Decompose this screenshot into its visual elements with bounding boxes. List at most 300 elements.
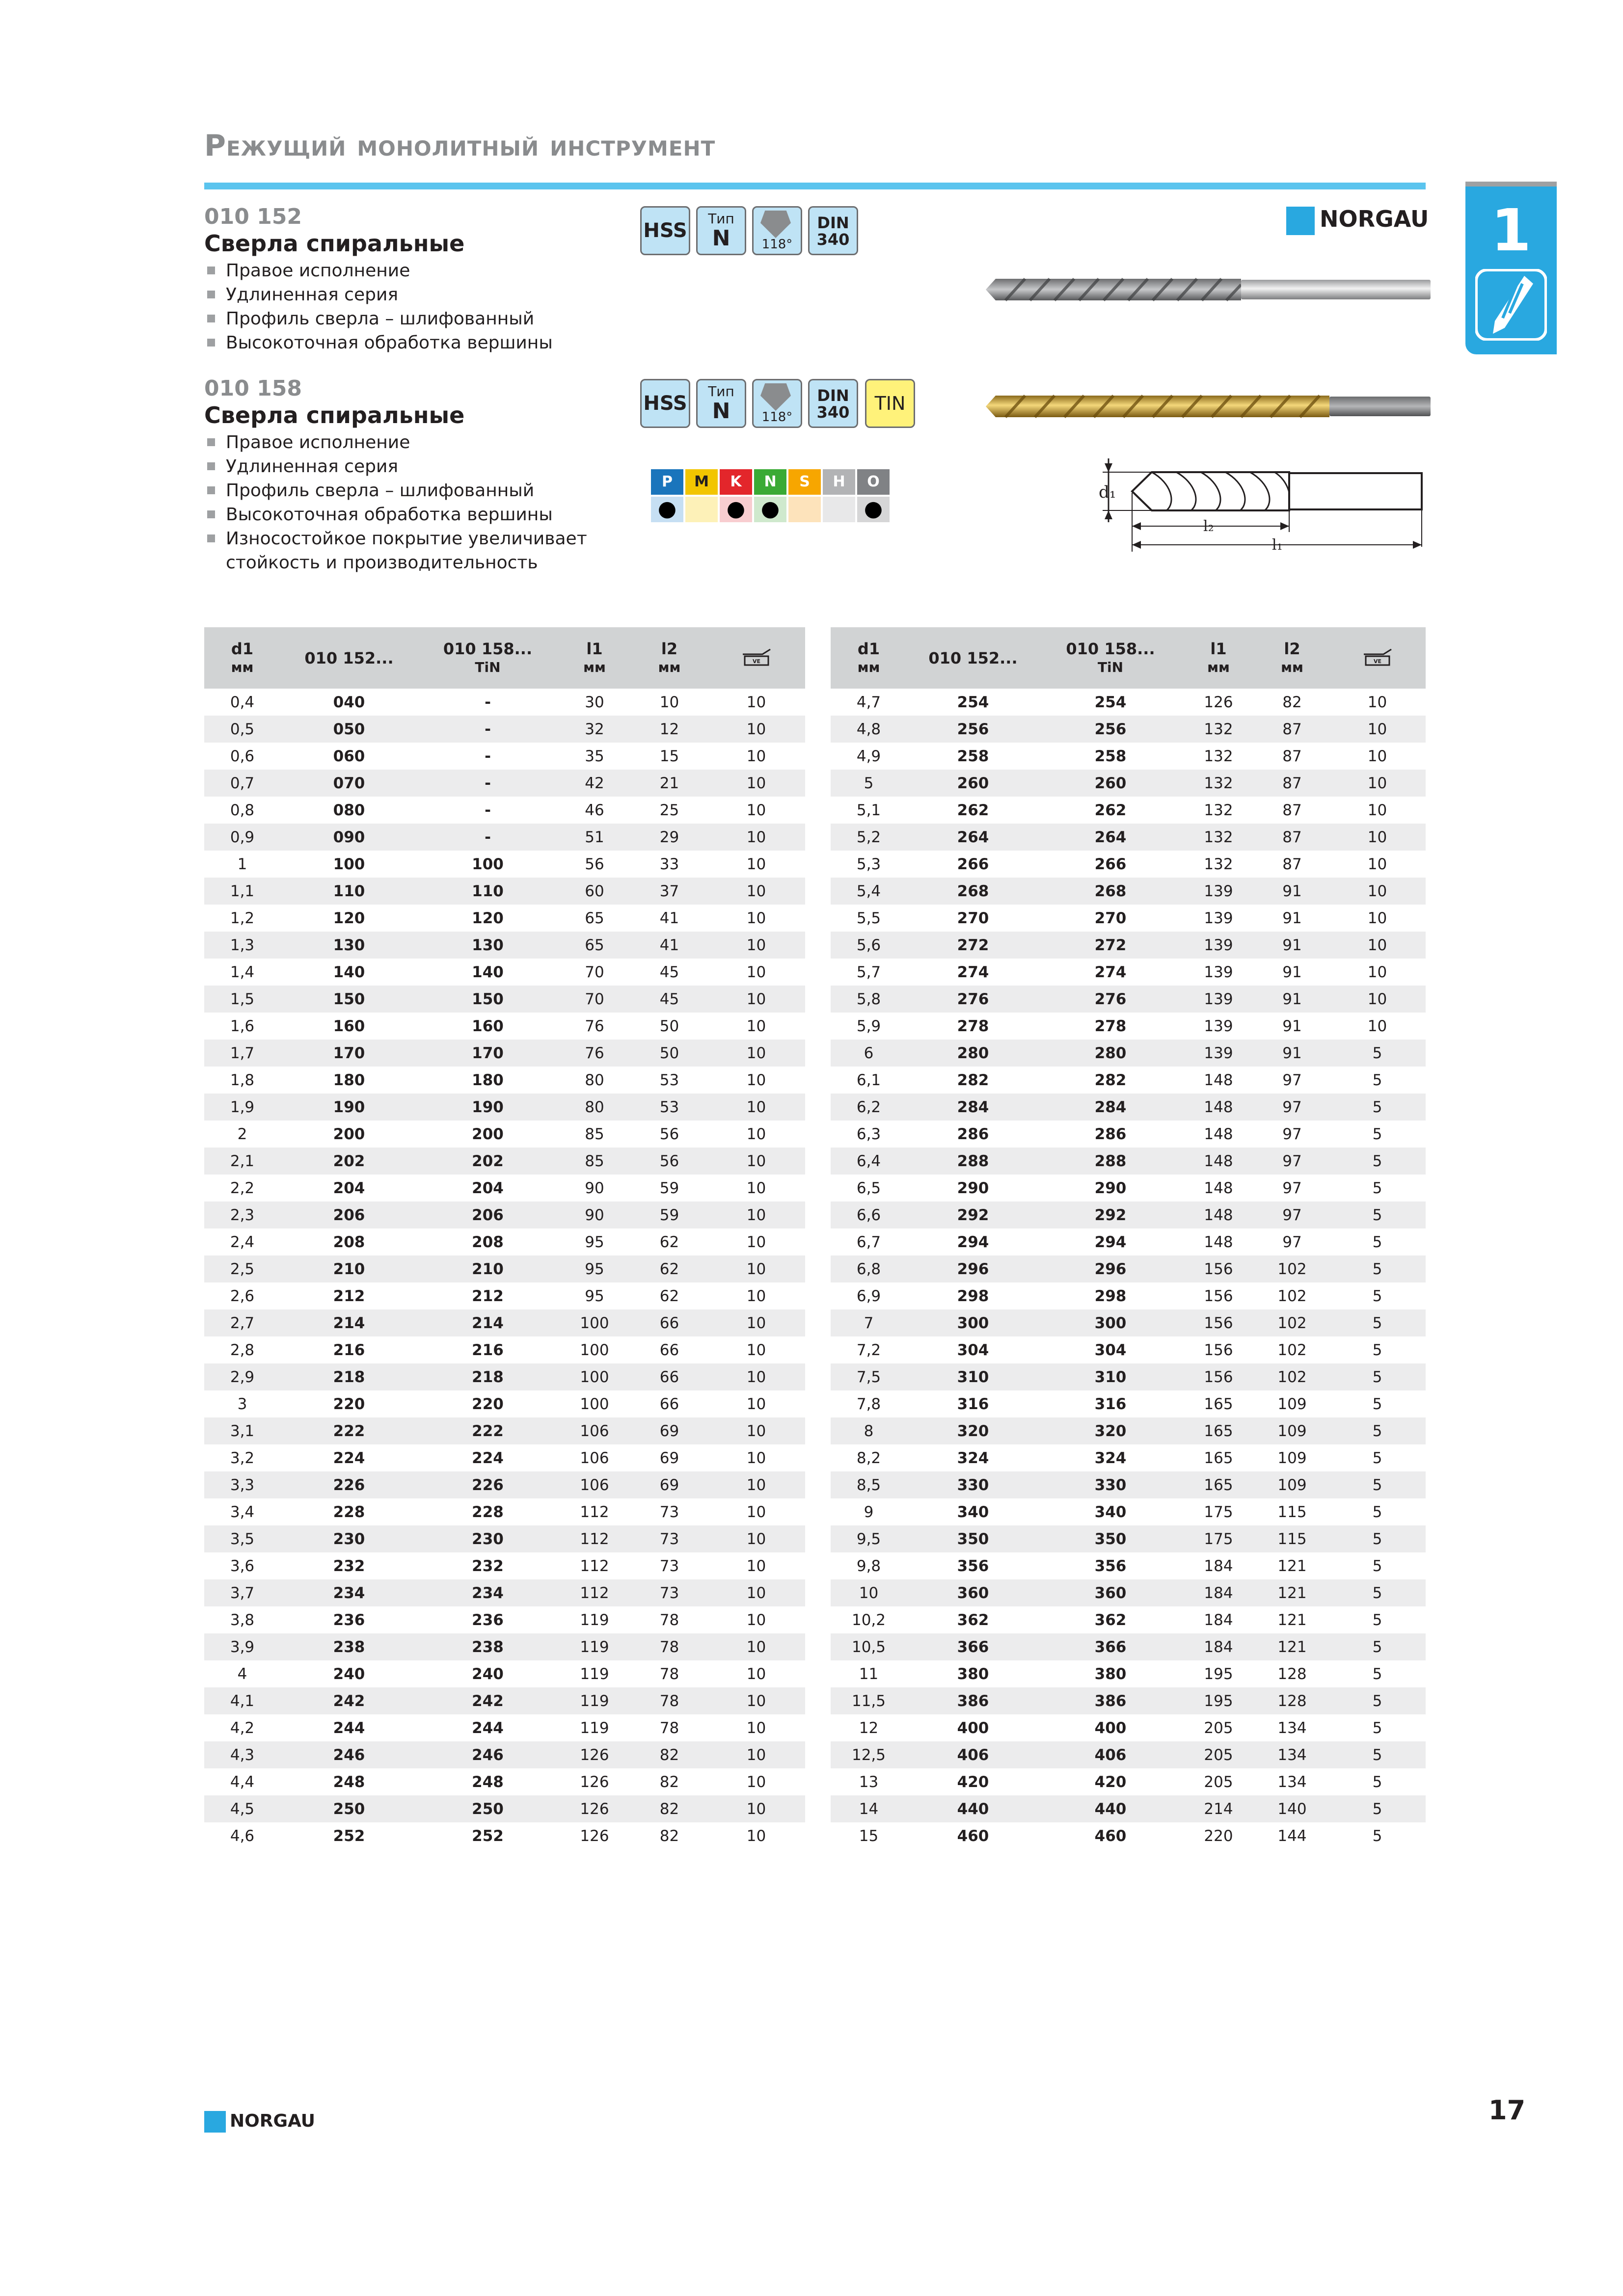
cell-l2: 128 (1255, 1687, 1329, 1714)
table-row (204, 1606, 805, 1633)
chapter-number: 1 (1490, 196, 1532, 264)
cell-code-010152: 268 (907, 878, 1039, 905)
cell-l2: 121 (1277, 1557, 1307, 1575)
cell-d1: 0,5 (204, 716, 280, 743)
cell-pack-qty: 5 (1372, 1665, 1382, 1683)
cell-code-010158: 224 (472, 1449, 504, 1467)
cell-code-010152: 460 (957, 1827, 989, 1845)
cell-l2: 73 (631, 1579, 707, 1606)
material-applicability-grid (650, 468, 894, 523)
cell-code-010152: 406 (907, 1741, 1039, 1768)
tin-coating-badge: TIN (865, 379, 915, 428)
feature-item: Профиль сверла – шлифованный (204, 479, 636, 503)
table-row (204, 851, 805, 878)
cell-l1: 139 (1204, 963, 1233, 981)
cell-d1: 11 (859, 1665, 879, 1683)
cell-l1: 156 (1204, 1341, 1233, 1359)
cell-d1: 3,4 (230, 1503, 255, 1521)
cell-pack-qty: 10 (707, 878, 805, 905)
drill-point-icon (760, 383, 791, 411)
cell-code-010158: 268 (1039, 878, 1182, 905)
col-pack-qty (707, 627, 805, 689)
table-row (204, 1121, 805, 1148)
cell-code-010158: 130 (418, 932, 558, 959)
product-name: Сверла спиральные (204, 402, 465, 428)
cell-d1: 1,8 (230, 1071, 255, 1089)
cell-l2: 62 (659, 1233, 679, 1251)
cell-d1: 4 (237, 1665, 247, 1683)
cell-code-010158: 218 (418, 1363, 558, 1390)
cell-d1: 1,2 (230, 909, 255, 927)
feature-item: Удлиненная серия (204, 283, 636, 307)
cell-l2: 56 (631, 1148, 707, 1175)
cell-l1: 85 (558, 1148, 631, 1175)
cell-pack-qty: 10 (746, 1287, 766, 1305)
cell-l2: 66 (631, 1309, 707, 1336)
cell-l2: 66 (659, 1341, 679, 1359)
cell-l1: 126 (580, 1827, 609, 1845)
cell-pack-qty: 5 (1329, 1094, 1426, 1121)
material-o-mark: ● (856, 496, 891, 523)
cell-d1: 3,1 (204, 1417, 280, 1444)
cell-code-010152: 280 (907, 1040, 1039, 1067)
cell-l2: 50 (659, 1017, 679, 1035)
cell-code-010158: 310 (1039, 1363, 1182, 1390)
cell-d1: 4,6 (230, 1827, 255, 1845)
svg-text:VE: VE (752, 658, 760, 665)
cell-d1: 6 (831, 1040, 907, 1067)
cell-d1: 4,9 (856, 747, 881, 765)
cell-code-010152: 276 (907, 986, 1039, 1013)
cell-l1: 100 (558, 1309, 631, 1336)
cell-code-010152: 228 (333, 1503, 365, 1521)
cell-d1: 1,5 (204, 986, 280, 1013)
logo-square-icon (1286, 207, 1315, 235)
cell-l2: 73 (659, 1503, 679, 1521)
cell-code-010158: 380 (1094, 1665, 1127, 1683)
product-block-010152 (204, 204, 636, 355)
cell-pack-qty: 5 (1329, 1148, 1426, 1175)
cell-l2: 53 (659, 1071, 679, 1089)
cell-pack-qty: 5 (1372, 1719, 1382, 1737)
cell-l1: 126 (558, 1741, 631, 1768)
table-row (831, 986, 1426, 1013)
col-code-010152: 010 152... (907, 627, 1039, 689)
table-row (831, 1390, 1426, 1417)
cell-code-010158: 242 (418, 1687, 558, 1714)
cell-l2: 97 (1282, 1125, 1302, 1143)
cell-code-010152: 220 (333, 1395, 365, 1413)
cell-code-010158: 356 (1094, 1557, 1127, 1575)
table-row (204, 1822, 805, 1849)
cell-code-010152: 180 (333, 1071, 365, 1089)
cell-code-010158: 264 (1039, 824, 1182, 851)
cell-l1: 51 (558, 824, 631, 851)
cell-code-010158: 284 (1039, 1094, 1182, 1121)
table-row (204, 1282, 805, 1309)
cell-code-010152: 216 (333, 1341, 365, 1359)
cell-code-010152: 238 (280, 1633, 418, 1660)
material-p: P (650, 468, 684, 496)
cell-l2: 128 (1277, 1665, 1307, 1683)
table-row (204, 1390, 805, 1417)
cell-l1: 42 (558, 770, 631, 797)
cell-d1: 1,3 (204, 932, 280, 959)
cell-code-010152: 130 (280, 932, 418, 959)
cell-code-010152: 330 (907, 1471, 1039, 1498)
cell-pack-qty: 10 (746, 855, 766, 873)
table-row (204, 1687, 805, 1714)
cell-pack-qty: 10 (1367, 801, 1387, 819)
cell-code-010152: 170 (280, 1040, 418, 1067)
table-row (831, 1228, 1426, 1255)
cell-l1: 220 (1204, 1827, 1233, 1845)
l1-label: l₁ (1272, 536, 1283, 554)
cell-pack-qty: 10 (746, 1125, 766, 1143)
cell-code-010152: 150 (280, 986, 418, 1013)
cell-code-010152: 420 (957, 1773, 989, 1791)
col-pack-qty (1329, 627, 1426, 689)
cell-code-010152: 386 (907, 1687, 1039, 1714)
cell-l2: 109 (1255, 1417, 1329, 1444)
cell-l1: 165 (1182, 1417, 1255, 1444)
cell-d1: 5,9 (856, 1017, 881, 1035)
table-row (204, 1175, 805, 1201)
cell-code-010152: 290 (957, 1179, 989, 1197)
material-h-mark (822, 496, 856, 523)
cell-l2: 121 (1277, 1611, 1307, 1629)
svg-text:VE: VE (1373, 658, 1381, 665)
norgau-logo-footer: NORGAU (204, 2110, 315, 2133)
cell-code-010152: 288 (907, 1148, 1039, 1175)
spec-table-right (831, 627, 1426, 1849)
cell-code-010152: 226 (280, 1471, 418, 1498)
cell-code-010158: 216 (472, 1341, 504, 1359)
table-row (204, 986, 805, 1013)
cell-l1: 119 (580, 1665, 609, 1683)
cell-l1: 184 (1204, 1557, 1233, 1575)
cell-pack-qty: 5 (1372, 1773, 1382, 1791)
cell-d1: 3,6 (230, 1557, 255, 1575)
cell-d1: 7,8 (856, 1395, 881, 1413)
cell-l1: 156 (1182, 1309, 1255, 1336)
cell-code-010152: 296 (907, 1255, 1039, 1282)
cell-l1: 205 (1204, 1719, 1233, 1737)
cell-code-010158: 240 (472, 1665, 504, 1683)
table-row (204, 1255, 805, 1282)
cell-l2: 87 (1282, 855, 1302, 873)
cell-pack-qty: 5 (1372, 1125, 1382, 1143)
cell-l1: 112 (558, 1579, 631, 1606)
table-row (831, 770, 1426, 797)
cell-l2: 109 (1277, 1395, 1307, 1413)
cell-l1: 139 (1182, 932, 1255, 959)
table-row (204, 1201, 805, 1228)
cell-pack-qty: 5 (1372, 1827, 1382, 1845)
table-row (831, 1822, 1426, 1849)
cell-d1: 1,6 (230, 1017, 255, 1035)
drill-dimension-drawing (1093, 449, 1432, 557)
table-row (831, 1444, 1426, 1471)
cell-code-010158: 280 (1039, 1040, 1182, 1067)
cell-l2: 78 (659, 1719, 679, 1737)
title-rule (204, 183, 1426, 189)
cell-code-010152: 214 (280, 1309, 418, 1336)
cell-code-010158: 252 (472, 1827, 504, 1845)
feature-item: Правое исполнение (204, 259, 636, 283)
table-row (204, 959, 805, 986)
cell-d1: 0,6 (230, 747, 255, 765)
cell-d1: 8 (831, 1417, 907, 1444)
cell-l1: 80 (585, 1071, 604, 1089)
cell-l2: 41 (659, 909, 679, 927)
cell-pack-qty: 10 (746, 801, 766, 819)
cell-l2: 45 (631, 986, 707, 1013)
product-code: 010 152 (204, 204, 302, 229)
cell-pack-qty: 5 (1329, 1525, 1426, 1552)
cell-code-010158: 222 (418, 1417, 558, 1444)
cell-l1: 106 (558, 1471, 631, 1498)
feature-item: Износостойкое покрытие увеличивает (204, 527, 636, 551)
cell-l1: 132 (1204, 855, 1233, 873)
table-row (204, 1040, 805, 1067)
table-row (204, 689, 805, 716)
cell-pack-qty: 10 (707, 1525, 805, 1552)
cell-l1: 90 (558, 1201, 631, 1228)
table-row (831, 1363, 1426, 1390)
cell-code-010158: 248 (472, 1773, 504, 1791)
cell-code-010152: 240 (333, 1665, 365, 1683)
table-row (831, 1201, 1426, 1228)
cell-l2: 102 (1255, 1309, 1329, 1336)
cell-code-010152: 252 (333, 1827, 365, 1845)
cell-l2: 15 (659, 747, 679, 765)
cell-code-010152: 236 (333, 1611, 365, 1629)
cell-pack-qty: 5 (1372, 1233, 1382, 1251)
table-row (831, 932, 1426, 959)
cell-code-010152: 310 (907, 1363, 1039, 1390)
cell-pack-qty: 10 (707, 1309, 805, 1336)
cell-l1: 80 (558, 1094, 631, 1121)
cell-code-010158: 180 (472, 1071, 504, 1089)
cell-code-010158: 244 (472, 1719, 504, 1737)
cell-d1: 15 (859, 1827, 879, 1845)
table-row (204, 1741, 805, 1768)
cell-code-010152: 300 (907, 1309, 1039, 1336)
cell-d1: 5 (831, 770, 907, 797)
col-code-010152: 010 152... (280, 627, 418, 689)
cell-pack-qty: 5 (1372, 1557, 1382, 1575)
cell-d1: 6,7 (856, 1233, 881, 1251)
cell-code-010152: 206 (280, 1201, 418, 1228)
cell-code-010158: 330 (1039, 1471, 1182, 1498)
cell-pack-qty: 10 (1329, 932, 1426, 959)
cell-pack-qty: 10 (707, 1201, 805, 1228)
cell-l1: 65 (585, 909, 604, 927)
cell-code-010158: 256 (1039, 716, 1182, 743)
cell-d1: 4,2 (230, 1719, 255, 1737)
cell-l2: 87 (1282, 747, 1302, 765)
cell-l1: 112 (558, 1525, 631, 1552)
material-s: S (787, 468, 822, 496)
cell-d1: 0,8 (230, 801, 255, 819)
cell-l1: 139 (1204, 1017, 1233, 1035)
cell-d1: 11,5 (831, 1687, 907, 1714)
material-p-mark: ● (650, 496, 684, 523)
cell-pack-qty: 10 (707, 932, 805, 959)
cell-code-010152: 362 (957, 1611, 989, 1629)
cell-code-010152: 320 (907, 1417, 1039, 1444)
cell-pack-qty: 10 (707, 1255, 805, 1282)
cell-code-010152: 440 (907, 1795, 1039, 1822)
cell-d1: 2 (237, 1125, 247, 1143)
cell-l2: 29 (631, 824, 707, 851)
material-o: O (856, 468, 891, 496)
cell-code-010158: 220 (472, 1395, 504, 1413)
cell-l2: 134 (1255, 1741, 1329, 1768)
cell-l2: 62 (659, 1287, 679, 1305)
table-row (831, 1660, 1426, 1687)
cell-d1: 10,5 (831, 1633, 907, 1660)
cell-pack-qty: 10 (1329, 986, 1426, 1013)
cell-d1: 5,4 (831, 878, 907, 905)
table-row (831, 1579, 1426, 1606)
cell-pack-qty: 10 (746, 1395, 766, 1413)
cell-pack-qty: 10 (1329, 824, 1426, 851)
cell-pack-qty: 5 (1329, 1417, 1426, 1444)
cell-pack-qty: 10 (746, 1827, 766, 1845)
table-row (204, 1795, 805, 1822)
cell-d1: 5,1 (856, 801, 881, 819)
cell-code-010158: 246 (418, 1741, 558, 1768)
cell-pack-qty: 10 (746, 693, 766, 711)
table-row (831, 1633, 1426, 1660)
cell-d1: 6,3 (856, 1125, 881, 1143)
cell-l1: 56 (585, 855, 604, 873)
cell-code-010158: 360 (1039, 1579, 1182, 1606)
cell-d1: 7,5 (831, 1363, 907, 1390)
cell-l1: 195 (1204, 1665, 1233, 1683)
cell-code-010152: 246 (280, 1741, 418, 1768)
feature-item-continuation: стойкость и производительность (226, 553, 538, 573)
cell-l2: 144 (1277, 1827, 1307, 1845)
cell-l2: 91 (1282, 963, 1302, 981)
cell-l1: 132 (1182, 770, 1255, 797)
cell-l1: 148 (1182, 1201, 1255, 1228)
cell-pack-qty: 10 (707, 1579, 805, 1606)
cell-l1: 205 (1204, 1773, 1233, 1791)
col-l2: l2 мм (631, 627, 707, 689)
cell-d1: 2,4 (230, 1233, 255, 1251)
cell-code-010152: 286 (957, 1125, 989, 1143)
cell-l2: 91 (1282, 909, 1302, 927)
cell-code-010152: 080 (333, 801, 365, 819)
cell-code-010158: 202 (418, 1148, 558, 1175)
cell-code-010158: 294 (1094, 1233, 1127, 1251)
cell-code-010158: 232 (472, 1557, 504, 1575)
spec-table-left (204, 627, 805, 1849)
cell-l1: 112 (580, 1557, 609, 1575)
cell-pack-qty: 10 (746, 1233, 766, 1251)
table-row (204, 905, 805, 932)
cell-code-010158: 170 (418, 1040, 558, 1067)
cell-code-010158: 300 (1039, 1309, 1182, 1336)
cell-l1: 148 (1204, 1233, 1233, 1251)
cell-code-010158: 282 (1094, 1071, 1127, 1089)
cell-l2: 73 (631, 1525, 707, 1552)
cell-code-010152: 190 (280, 1094, 418, 1121)
table-row (204, 1148, 805, 1175)
cell-pack-qty: 10 (746, 1179, 766, 1197)
cell-pack-qty: 5 (1329, 1633, 1426, 1660)
cell-code-010152: 100 (333, 855, 365, 873)
cell-l2: 102 (1255, 1255, 1329, 1282)
cell-code-010152: 248 (333, 1773, 365, 1791)
cell-pack-qty: 5 (1372, 1611, 1382, 1629)
cell-code-010158: 278 (1094, 1017, 1127, 1035)
cell-l1: 175 (1204, 1503, 1233, 1521)
cell-pack-qty: 10 (1367, 693, 1387, 711)
cell-code-010152: 278 (957, 1017, 989, 1035)
cell-d1: 8,5 (831, 1471, 907, 1498)
cell-l2: 82 (631, 1795, 707, 1822)
cell-pack-qty: 5 (1329, 1309, 1426, 1336)
cell-pack-qty: 5 (1372, 1395, 1382, 1413)
cell-code-010158: 316 (1094, 1395, 1127, 1413)
table-row (204, 797, 805, 824)
cell-code-010152: 264 (907, 824, 1039, 851)
cell-l1: 214 (1182, 1795, 1255, 1822)
cell-l1: 139 (1182, 878, 1255, 905)
table-row (831, 1013, 1426, 1040)
cell-l1: 156 (1182, 1363, 1255, 1390)
cell-code-010152: 274 (957, 963, 989, 981)
table-row (831, 1471, 1426, 1498)
cell-code-010152: 260 (907, 770, 1039, 797)
din-badge: DIN 340 (808, 206, 858, 255)
cell-code-010152: 070 (280, 770, 418, 797)
feature-item: Правое исполнение (204, 430, 636, 454)
cell-l1: 165 (1204, 1449, 1233, 1467)
cell-l2: 12 (631, 716, 707, 743)
cell-l1: 90 (585, 1179, 604, 1197)
cell-code-010158: 200 (472, 1125, 504, 1143)
cell-d1: 4,8 (831, 716, 907, 743)
material-k-mark: ● (719, 496, 753, 523)
cell-l1: 70 (558, 986, 631, 1013)
cell-d1: 3,5 (204, 1525, 280, 1552)
cell-d1: 0,4 (230, 693, 255, 711)
cell-l2: 59 (659, 1179, 679, 1197)
cell-pack-qty: 10 (746, 1719, 766, 1737)
table-row (204, 932, 805, 959)
drill-tin-image (986, 392, 1431, 421)
cell-code-010158: 304 (1094, 1341, 1127, 1359)
cell-l1: 139 (1204, 909, 1233, 927)
cell-d1: 6,8 (831, 1255, 907, 1282)
cell-l1: 132 (1182, 824, 1255, 851)
cell-code-010158: 288 (1039, 1148, 1182, 1175)
table-row (831, 743, 1426, 770)
table-row (831, 1094, 1426, 1121)
cell-l2: 21 (631, 770, 707, 797)
cell-l1: 156 (1204, 1287, 1233, 1305)
table-row (204, 1417, 805, 1444)
material-n-mark: ● (753, 496, 787, 523)
cell-code-010152: 356 (957, 1557, 989, 1575)
cell-code-010152: 040 (333, 693, 365, 711)
cell-pack-qty: 10 (746, 1341, 766, 1359)
